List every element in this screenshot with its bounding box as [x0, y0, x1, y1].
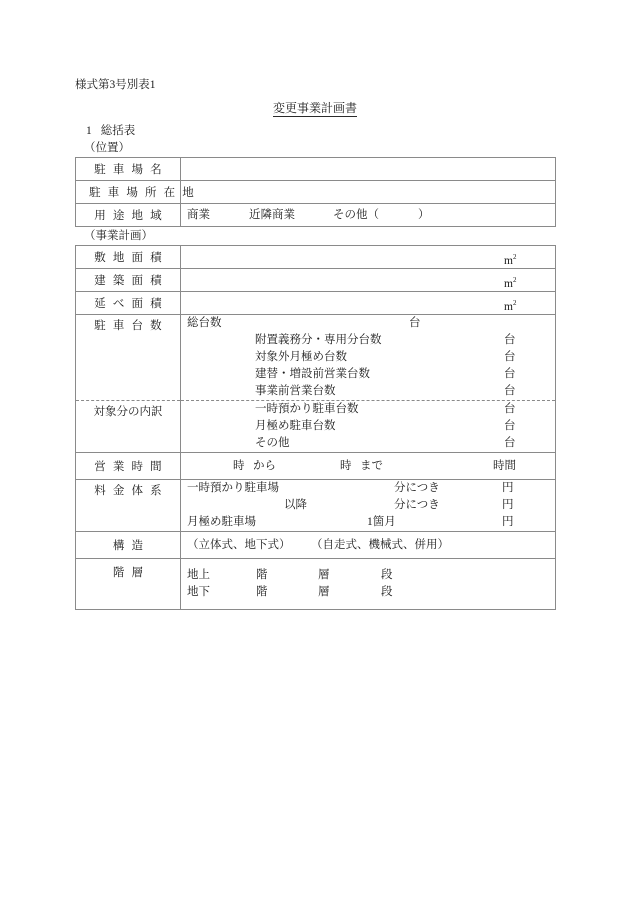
- unit-square-meter: $m^2$: [504, 298, 517, 313]
- row-value-fee-system[interactable]: [181, 480, 556, 532]
- breakdown-item-name: その他: [255, 437, 290, 449]
- floor-row-floor-unit: 階: [256, 569, 268, 581]
- fee-row-unit: 円: [502, 482, 514, 494]
- floor-row-layer-unit: 層: [318, 586, 330, 598]
- row-label-fee-system: 料金体系: [76, 480, 181, 532]
- row-label-total-floor-area: 延べ面積: [76, 292, 181, 315]
- business-plan-table: [75, 245, 556, 610]
- fee-row-mid: 1箇月: [367, 516, 396, 528]
- parking-item-name: 建替・増設前営業台数: [255, 368, 370, 380]
- use-option-neighborhood-commercial[interactable]: 近隣商業: [249, 208, 295, 221]
- row-value-use-district[interactable]: [181, 204, 556, 227]
- row-value-parking-count[interactable]: [181, 315, 556, 401]
- row-value-site-area[interactable]: [181, 246, 556, 269]
- hours-from-unit: 時: [233, 459, 245, 472]
- parking-item-name: 附置義務分・専用分台数: [255, 334, 382, 346]
- table-row: [76, 181, 556, 204]
- table-row: [76, 204, 556, 227]
- table-row: [76, 158, 556, 181]
- row-value-floors[interactable]: [181, 559, 556, 610]
- fee-row-sub: 以降: [284, 499, 307, 511]
- plan-group-label: （事業計画）: [84, 230, 153, 242]
- section-heading: [86, 124, 135, 138]
- row-value-total-floor-area[interactable]: [181, 292, 556, 315]
- hours-to-word: まで: [360, 459, 383, 472]
- row-label-parking-address: 駐車場所在地: [76, 181, 181, 204]
- total-count-unit: 台: [409, 317, 421, 329]
- row-value-structure[interactable]: [181, 532, 556, 559]
- row-label-parking-name: 駐車場名: [76, 158, 181, 181]
- row-label-site-area: 敷地面積: [76, 246, 181, 269]
- row-value-business-hours[interactable]: [181, 453, 556, 480]
- row-value-parking-address[interactable]: [181, 181, 556, 204]
- unit-square-meter: $m^2$: [504, 252, 517, 267]
- fee-row-per: 分につき: [394, 482, 440, 494]
- parking-item-name: 対象外月極め台数: [255, 351, 347, 363]
- floor-row-name: 地下: [187, 586, 210, 598]
- parking-item-unit: 台: [504, 351, 516, 363]
- row-label-parking-count: 駐車台数: [76, 315, 181, 401]
- floor-row-floor-unit: 階: [256, 586, 268, 598]
- breakdown-item-name: 月極め駐車台数: [255, 420, 336, 432]
- fee-row-name: 月極め駐車場: [187, 516, 256, 528]
- floor-row-tier-unit: 段: [381, 569, 393, 581]
- row-value-breakdown[interactable]: [181, 401, 556, 453]
- table-row: [76, 401, 556, 453]
- breakdown-item-unit: 台: [504, 420, 516, 432]
- row-value-building-area[interactable]: [181, 269, 556, 292]
- location-group-label: （位置）: [84, 142, 130, 154]
- use-option-other-close: ）: [418, 208, 430, 221]
- section-title: 総括表: [100, 125, 136, 137]
- parking-item-name: 事業前営業台数: [255, 385, 336, 397]
- row-value-parking-name[interactable]: [181, 158, 556, 181]
- table-row: [76, 315, 556, 401]
- table-row: [76, 480, 556, 532]
- row-label-business-hours: 営業時間: [76, 453, 181, 480]
- breakdown-item-unit: 台: [504, 403, 516, 415]
- location-table: [75, 157, 556, 227]
- form-number: 様式第3号別表1: [75, 79, 156, 91]
- hours-from-word: から: [253, 459, 276, 472]
- structure-option-group-1[interactable]: （立体式、地下式）: [187, 538, 291, 551]
- row-label-use-district: 用途地域: [76, 204, 181, 227]
- row-label-structure: 構造: [76, 532, 181, 559]
- row-label-floors: 階層: [76, 559, 181, 610]
- structure-option-group-2[interactable]: （自走式、機械式、併用）: [311, 538, 449, 551]
- table-row: [76, 269, 556, 292]
- fee-row-unit: 円: [502, 516, 514, 528]
- parking-item-unit: 台: [504, 385, 516, 397]
- table-row: [76, 453, 556, 480]
- breakdown-item-name: 一時預かり駐車台数: [255, 403, 359, 415]
- use-option-commercial[interactable]: 商業: [187, 208, 210, 221]
- floor-row-name: 地上: [187, 569, 210, 581]
- table-row: [76, 292, 556, 315]
- table-row: [76, 559, 556, 610]
- fee-row-name: 一時預かり駐車場: [187, 482, 279, 494]
- use-option-other[interactable]: その他（: [333, 208, 379, 221]
- fee-row-unit: 円: [502, 499, 514, 511]
- row-label-breakdown: 対象分の内訳: [76, 401, 181, 453]
- page-title: [0, 101, 630, 116]
- hours-to-unit: 時: [340, 459, 352, 472]
- hours-duration-unit: 時間: [493, 459, 516, 472]
- floor-row-tier-unit: 段: [381, 586, 393, 598]
- total-count-label: 総台数: [187, 317, 222, 329]
- parking-item-unit: 台: [504, 368, 516, 380]
- fee-row-per: 分につき: [394, 499, 440, 511]
- unit-square-meter: $m^2$: [504, 275, 517, 290]
- section-number: 1: [86, 125, 92, 137]
- breakdown-item-unit: 台: [504, 437, 516, 449]
- floor-row-layer-unit: 層: [318, 569, 330, 581]
- table-row: [76, 246, 556, 269]
- row-label-building-area: 建築面積: [76, 269, 181, 292]
- parking-item-unit: 台: [504, 334, 516, 346]
- page-title-text: 変更事業計画書: [272, 101, 357, 115]
